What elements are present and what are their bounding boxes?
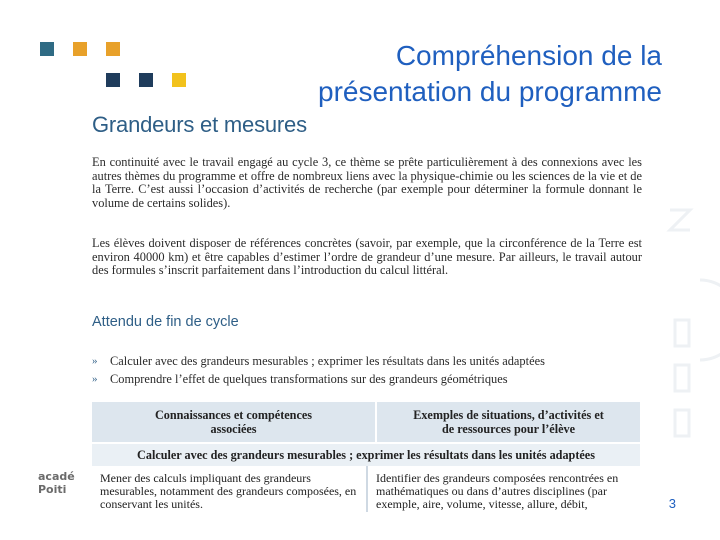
table-span-row: Calculer avec des grandeurs mesurables ; exprimer les résultats dans les unités adaptées [92,442,640,466]
bullet-mark-icon: » [92,355,98,367]
logo-line2: Poiti [38,483,67,496]
table-cell-left: Mener des calculs impliquant des grandeurs mesurables, notamment des grandeurs composées, en conservant les unités. [100,471,357,512]
logo-line1: acadé [38,470,75,483]
table-cell-right: Identifier des grandeurs composées rencontrées en mathématiques ou dans d’autres disciplines (par exemple, aire, volume, vitesse, allure, débit, [366,466,640,512]
list-item [92,370,652,388]
slide-title-line1: Compréhension de la [395,40,662,71]
bullet-mark-icon: » [92,373,98,385]
decor-watermark [660,200,720,500]
bullet-list [92,352,652,388]
table-header-left: Connaissances et compétences associées [154,408,313,436]
slide-title [242,38,662,110]
bullet-text: Calculer avec des grandeurs mesurables ; exprimer les résultats dans les unités adaptées [110,354,545,368]
decor-square-5 [139,73,153,87]
decor-square-6 [172,73,186,87]
list-item [92,352,652,370]
page-number: 3 [668,496,676,511]
table-row [92,466,640,512]
decor-square-4 [106,73,120,87]
table-header-right: Exemples de situations, d’activités et de ressources pour l’élève [375,402,640,442]
table-header-row [92,402,640,442]
decor-square-2 [73,42,87,56]
paragraph-intro: En continuité avec le travail engagé au cycle 3, ce thème se prête particulièrement à des connexions avec les autres thèmes du programme et offre de nombreux liens avec la physique-chimie ou les sciences de la vie et de la Terre. C’est aussi l’occasion d’activités de recherche (par exemple pour déterminer la formule donnant le volume de certains solides). [92,155,642,210]
decor-square-3 [106,42,120,56]
sub-heading: Attendu de fin de cycle [92,314,239,330]
competencies-table [92,402,640,514]
section-heading: Grandeurs et mesures [92,112,307,137]
decor-square-1 [40,42,54,56]
slide-title-line2: présentation du programme [318,76,662,107]
paragraph-references: Les élèves doivent disposer de références concrètes (savoir, par exemple, que la circonférence de la Terre est environ 40000 km) et être capables d’estimer l’ordre de grandeur d’une mesure. Par ailleurs, le travail autour des formules s’inscrit parfaitement dans l’introduction du calcul littéral. [92,236,642,278]
academy-logo [38,470,75,496]
bullet-text: Comprendre l’effet de quelques transformations sur des grandeurs géométriques [110,372,508,386]
